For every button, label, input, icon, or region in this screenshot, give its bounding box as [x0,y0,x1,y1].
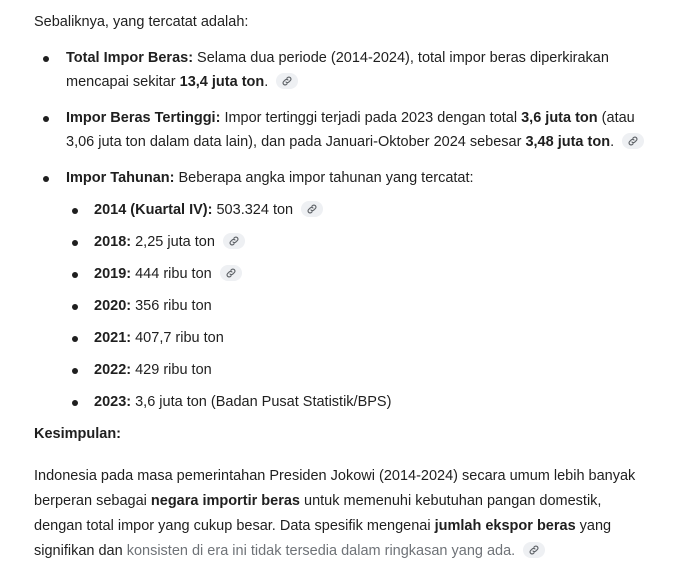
total-import-label: Total Impor Beras: [66,50,194,66]
year-value: 429 ribu ton [131,362,212,378]
year-value: 444 ribu ton [131,266,212,282]
list-item-annual-import [34,166,650,414]
citation-button[interactable] [622,133,644,149]
year-value: 2,25 juta ton [131,234,215,250]
intro-text: Sebaliknya, yang tercatat adalah: [34,14,249,30]
list-item-year-2022 [66,358,650,382]
list-item-year-2023 [66,390,650,414]
highest-import-period: . [610,134,615,150]
citation-button[interactable] [301,201,323,217]
year-label: 2020: [94,298,132,314]
link-icon [528,544,540,556]
total-import-value: 13,4 juta ton [179,74,265,90]
annual-import-list [66,198,650,414]
total-import-period: . [264,74,269,90]
annual-import-label: Impor Tahunan: [66,170,175,186]
year-value: 503.324 ton [212,202,294,218]
year-label: 2014 (Kuartal IV): [94,202,213,218]
highest-import-label: Impor Beras Tertinggi: [66,110,221,126]
highest-import-text-1: Impor tertinggi terjadi pada 2023 dengan total [220,110,522,126]
conclusion-heading: Kesimpulan: [34,426,122,442]
link-icon [225,267,237,279]
conclusion-paragraph [34,464,650,564]
list-item-year-2020 [66,294,650,318]
link-icon [281,75,293,87]
conclusion-bold-export: jumlah ekspor beras [434,518,576,534]
year-label: 2019: [94,266,132,282]
list-item-year-2021 [66,326,650,350]
highest-import-text-2: (atau 3,06 juta ton dalam data lain), dan pada Januari-Oktober 2024 sebesar [66,110,635,150]
conclusion-text-1: Indonesia pada masa pemerintahan Presiden Jokowi (2014-2024) secara umum lebih banyak berperan sebagai [34,468,636,509]
conclusion-text-streaming: konsisten di era ini tidak tersedia dalam ringkasan yang ada. [126,543,516,559]
list-item-year-2018 [66,230,650,254]
year-label: 2023: [94,394,132,410]
highest-import-value-2024: 3,48 juta ton [525,134,611,150]
conclusion-text-2: untuk memenuhi kebutuhan pangan domestik, dengan total impor yang cukup besar. Data spesifik mengenai [34,493,602,534]
list-item-total-import [34,46,650,94]
annual-import-text: Beberapa angka impor tahunan yang tercatat: [174,170,474,186]
conclusion-text-3: yang signifikan dan [34,518,612,559]
list-item-year-2014 [66,198,650,222]
list-item-year-2019 [66,262,650,286]
conclusion-bold-importer: negara importir beras [150,493,300,509]
year-label: 2018: [94,234,132,250]
citation-button[interactable] [276,73,298,89]
total-import-text: Selama dua periode (2014-2024), total impor beras diperkirakan mencapai sekitar [66,50,609,90]
main-bullet-list [34,46,650,414]
year-label: 2021: [94,330,132,346]
link-icon [627,135,639,147]
link-icon [228,235,240,247]
highest-import-value-2023: 3,6 juta ton [521,110,598,126]
year-value: 407,7 ribu ton [131,330,224,346]
citation-button[interactable] [523,542,545,558]
link-icon [306,203,318,215]
year-value: 3,6 juta ton (Badan Pusat Statistik/BPS) [131,394,392,410]
citation-button[interactable] [220,265,242,281]
citation-button[interactable] [223,233,245,249]
list-item-highest-import [34,106,650,154]
year-value: 356 ribu ton [131,298,212,314]
year-label: 2022: [94,362,132,378]
